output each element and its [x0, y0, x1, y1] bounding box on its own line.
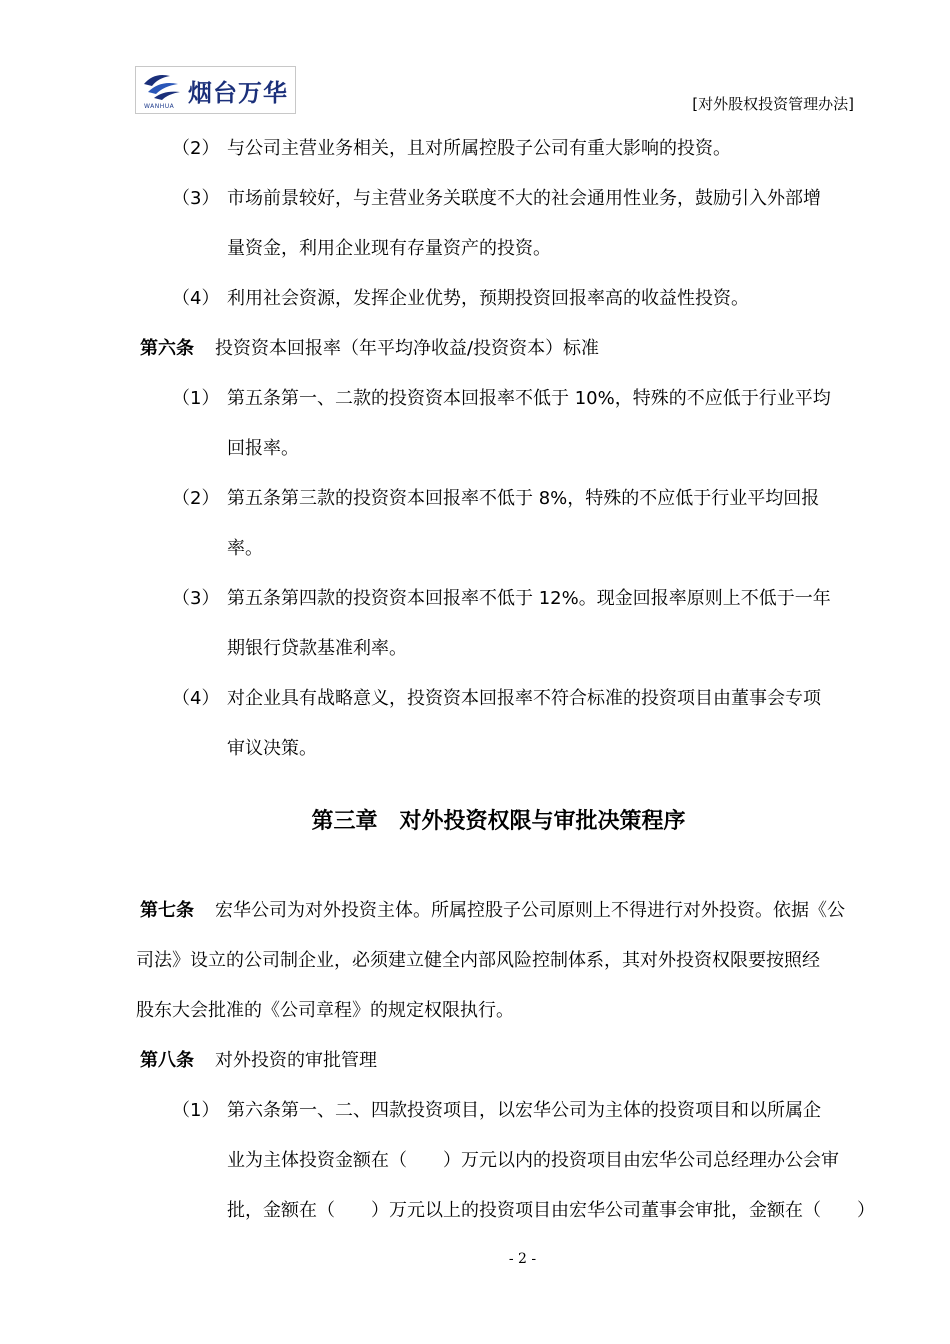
item-number: （1）	[172, 388, 220, 409]
article-label: 第六条	[140, 338, 194, 359]
item-number: （2）	[172, 138, 220, 159]
item-number: （4）	[172, 288, 220, 309]
article-text: 对外投资的审批管理	[215, 1050, 377, 1071]
item-text: 第五条第一、二款的投资资本回报率不低于 10%，特殊的不应低于行业平均	[227, 388, 831, 409]
item-text: 率。	[227, 538, 263, 559]
article-text: 股东大会批准的《公司章程》的规定权限执行。	[136, 1000, 514, 1021]
article-label: 第七条	[140, 900, 194, 921]
item-text: 量资金，利用企业现有存量资产的投资。	[227, 238, 551, 259]
item-text: 利用社会资源，发挥企业优势，预期投资回报率高的收益性投资。	[227, 288, 749, 309]
item-text: 市场前景较好，与主营业务关联度不大的社会通用性业务，鼓励引入外部增	[227, 188, 821, 209]
company-logo	[135, 66, 296, 114]
item-number: （3）	[172, 188, 220, 209]
article-label: 第八条	[140, 1050, 194, 1071]
article-text: 投资资本回报率（年平均净收益/投资资本）标准	[215, 338, 600, 359]
item-text: 业为主体投资金额在（ ）万元以内的投资项目由宏华公司总经理办公会审	[227, 1150, 839, 1171]
item-text: 第六条第一、二、四款投资项目，以宏华公司为主体的投资项目和以所属企	[227, 1100, 821, 1121]
item-number: （3）	[172, 588, 220, 609]
item-text: 期银行贷款基准利率。	[227, 638, 407, 659]
item-text: 对企业具有战略意义，投资资本回报率不符合标准的投资项目由董事会专项	[227, 688, 821, 709]
item-number: （2）	[172, 488, 220, 509]
item-number: （4）	[172, 688, 220, 709]
logo-english-name: WANHUA	[144, 103, 175, 110]
article-text: 宏华公司为对外投资主体。所属控股子公司原则上不得进行对外投资。依据《公	[215, 900, 845, 921]
article-text: 司法》设立的公司制企业，必须建立健全内部风险控制体系，其对外投资权限要按照经	[136, 950, 820, 971]
document-title: [对外股权投资管理办法]	[692, 95, 854, 113]
page-number: - 2 -	[508, 1251, 537, 1267]
item-text: 与公司主营业务相关，且对所属控股子公司有重大影响的投资。	[227, 138, 731, 159]
item-text: 审议决策。	[227, 738, 317, 759]
item-text: 批，金额在（ ）万元以上的投资项目由宏华公司董事会审批，金额在（ ）	[227, 1200, 875, 1221]
item-text: 第五条第三款的投资资本回报率不低于 8%，特殊的不应低于行业平均回报	[227, 488, 820, 509]
item-text: 回报率。	[227, 438, 299, 459]
logo-company-name: 烟台万华	[188, 78, 288, 107]
chapter-title: 第三章 对外投资权限与审批决策程序	[311, 809, 686, 834]
item-number: （1）	[172, 1100, 220, 1121]
wanhua-logo-icon	[140, 70, 184, 110]
item-text: 第五条第四款的投资资本回报率不低于 12%。现金回报率原则上不低于一年	[227, 588, 831, 609]
